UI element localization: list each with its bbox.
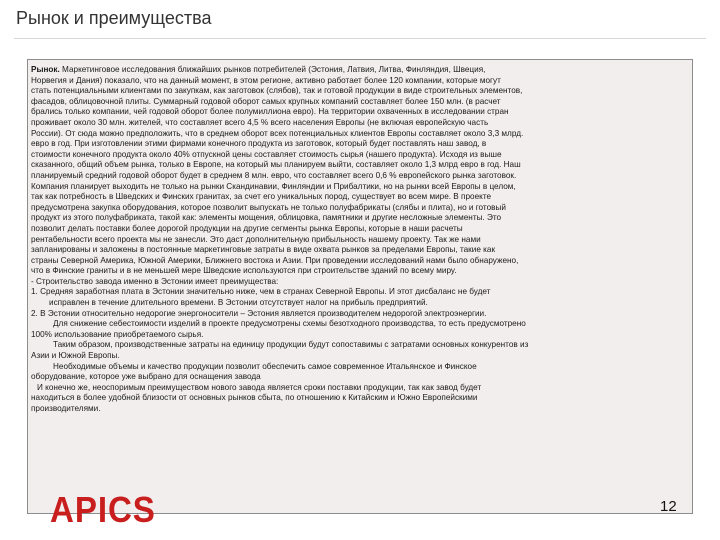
paragraph-line: Необходимые объемы и качество продукции позволит обеспечить самое современное Итальянское и Финское	[53, 361, 477, 371]
paragraph-line: оборудование, которое уже выбрано для оснащения завода	[31, 372, 261, 382]
paragraph-line: производителями.	[31, 404, 101, 413]
paragraph-line: что в Финские граниты и в не меньшей мере Шведские используются при строительстве зданий по всему миру.	[31, 266, 457, 276]
paragraph-line: находиться в более удобной близости от основных рынков сбыта, по отношению к Китайским и Южно Европейскими	[31, 393, 478, 403]
list-item-1: 1. Средняя заработная плата в Эстонии значительно ниже, чем в странах Северной Европы. И этот дисбаланс не будет	[31, 287, 491, 297]
paragraph-line: 100% использование приобретаемого сырья.	[31, 329, 204, 339]
paragraph-line: брались только компании, чей годовой оборот более полумиллиона евро). На территории охваченных в исследовании стран	[31, 107, 509, 117]
content-box	[27, 59, 693, 514]
slide-title: Рынок и преимущества	[16, 8, 212, 28]
paragraph-line: стать потенциальными клиентами по закупкам, как заготовок (слябов), так и готовой продукции в виде строительных элементов,	[31, 86, 523, 96]
list-item-1-continued: исправлен в течение длительного времени. В Эстонии отсутствует налог на прибыль предприятий.	[49, 298, 428, 308]
list-item-2: 2. В Эстонии относительно недорогие энергоносители – Эстония является производителем недорогой электроэнергии.	[31, 308, 487, 318]
advantages-heading: - Строительство завода именно в Эстонии имеет преимущества:	[31, 276, 279, 286]
page-number: 12	[660, 498, 677, 515]
paragraph-line: сказанного, общий объем рынка, только в Европе, на который мы планируем выйти, составляет около 1,3 млрд евро в год. Наш	[31, 160, 521, 170]
paragraph-line: страны Северной Америка, Южной Америки, Ближнего востока и Азии. При проведении исследований нами было обнаружено,	[31, 255, 519, 265]
paragraph-line: проживает около 30 млн. жителей, что составляет всего 4,5 % всего населения Европы (не включая европейскую часть	[31, 117, 489, 127]
paragraph-line: предусмотрена закупка оборудования, которое позволит выпускать не только полуфабрикаты (слябы и плита), но и готовый	[31, 202, 506, 212]
paragraph-line: позволит делать поставки более дорогой продукции на другие сегменты рынка Европы, которые в наши расчеты	[31, 223, 463, 233]
apics-logo: APICS	[50, 489, 156, 530]
title-divider	[14, 38, 706, 39]
paragraph-line: Рынок. Маркетинговое исследования ближайших рынков потребителей (Эстония, Латвия, Литва, Финляндия, Швеция,	[31, 65, 486, 74]
paragraph-line: И конечно же, неоспоримым преимуществом нового завода является сроки поставки продукции, так как завод будет	[37, 382, 482, 392]
paragraph-line: России). От сюда можно предположить, что в среднем оборот всех потенциальных клиентов Европы составляет около 3,3 млрд.	[31, 128, 524, 138]
paragraph-line: Компания планирует выходить не только на рынки Скандинавии, Финляндии и Прибалтики, но на рынки всей Европы в целом,	[31, 181, 516, 191]
paragraph-line: Таким образом, производственные затраты на единицу продукции будут сопоставимы с затратами основных конкурентов из	[53, 340, 529, 350]
paragraph-line: рентабельности всего проекта мы не занесли. Это даст дополнительную прибыльность нашему проекту. Так же нами	[31, 234, 481, 244]
paragraph-line: так как потребность в Шведских и Финских гранитах, за счет его уникальных пород, существует во всем мире. В проекте	[31, 192, 492, 202]
paragraph-line: Для снижение себестоимости изделий в проекте предусмотрены схемы безотходного производства, то есть предусмотрено	[53, 319, 526, 329]
paragraph-line: фасадов, облицовочной плиты. Суммарный годовой оборот самых крупных компаний составляет более 150 млн. (в расчет	[31, 96, 501, 106]
paragraph-line: Норвегия и Дания) показало, что на данный момент, в этом регионе, активно работает более 120 компании, которые могут	[31, 75, 501, 85]
paragraph-line: планируемый средний годовой оборот будет в среднем 8 млн. евро, что составляет всего 0,6 % европейского рынка заготовок.	[31, 170, 517, 180]
paragraph-line: Азии и Южной Европы.	[31, 351, 120, 361]
paragraph-line: запланированы и заложены в постоянные маркетинговые затраты в виде охвата рынков за пределами Европы, такие как	[31, 245, 496, 255]
market-heading: Рынок.	[31, 65, 60, 74]
paragraph-line: продукт из этого полуфабриката, такой как: элементы мощения, облицовка, памятники и другие несложные элементы. Это	[31, 213, 502, 223]
paragraph-line: стоимости конечного продукта около 40% отпускной цены составляет стоимость сырья (нашего продукта). Исходя из выше	[31, 149, 502, 159]
paragraph-line: евро в год. При изготовлении этими фирмами конечного продукта из заготовок, который будет поставлять наш завод, в	[31, 139, 487, 149]
